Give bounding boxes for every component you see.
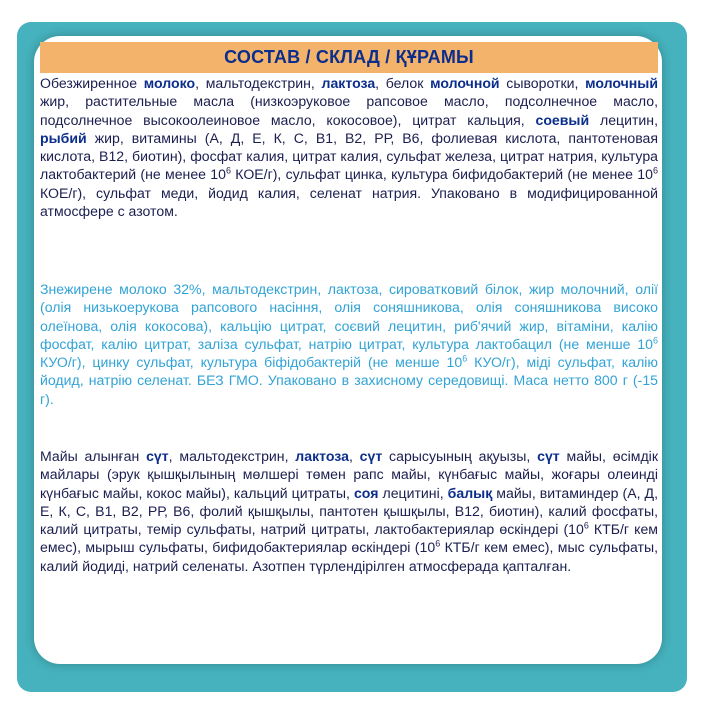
text-segment: КТБ/г кем емес), мырыш сульфаты, бифидобактериялар өскіндері (10 <box>40 521 658 556</box>
text-segment: КОЕ/г), сульфат цинка, культура бифидобактерий (не менее 10 <box>230 166 653 183</box>
text-segment: Обезжиренное <box>40 75 144 91</box>
superscript: 6 <box>435 538 441 549</box>
allergen-highlight: балық <box>447 484 493 501</box>
text-segment: сарысуының ақуызы, <box>382 448 538 464</box>
text-segment: майы, витаминдер (А, Д, Е, К, С, В1, В2, РР, В6, фолий қышқылы, пантотен қышқылы, В12, биотин), калий фосфаты, калий цитраты, темір сульфаты, натрий цитраты, лактобактериялар өскіндері (10 <box>40 484 659 538</box>
text-segment: КУО/г), цинку сульфат, культура біфідобактерій (не менше 10 <box>40 354 463 371</box>
text-segment: КТБ/г кем емес), мыс сульфаты, калий йодиді, натрий селенаты. Азотпен түрлендірілген атмосферада қапталған. <box>40 539 658 574</box>
superscript: 6 <box>225 165 231 176</box>
page-title: СОСТАВ / СКЛАД / ҚҰРАМЫ <box>224 47 474 67</box>
text-segment: майы, өсімдік майлары (эрук қышқылының мөлшері төмен рапс майы, күнбағыс майы, жоғары олеинді күнбағыс майы, кокос майы), кальций цитраты, <box>40 448 658 501</box>
ingredients-kazakh <box>40 447 658 575</box>
allergen-highlight: соя <box>353 484 379 501</box>
text-segment: жир, витамины (А, Д, Е, К, С, В1, В2, РР, В6, фолиевая кислота, пантотеновая кислота, В12, биотин), фосфат калия, цитрат калия, сульфат железа, цитрат натрия, культура лактобактерий (не менее 10 <box>40 129 658 183</box>
allergen-highlight: молочной <box>430 75 500 91</box>
text-segment: лецитин, <box>589 111 659 128</box>
allergen-highlight: рыбий <box>40 129 87 146</box>
allergen-highlight: молочный <box>585 75 658 91</box>
allergen-highlight: соевый <box>535 111 590 128</box>
text-segment: , белок <box>375 75 431 91</box>
text-segment: , мальтодекстрин, <box>168 448 296 464</box>
superscript: 6 <box>462 353 468 364</box>
text-segment: Знежирене молоко 32%, мальтодекстрин, лактоза, сироватковий білок, жир молочний, олії (олія низькоерукова рапсового насіння, олія соняшникова, олія соняшникова високо олеїнова, олія кокосова), кальцію цитрат, соєвий лецитин, риб'ячий жир, вітаміни, калію фосфат, калію цитрат, заліза сульфат, натрію цитрат, культура лактобацил (не менше 10 <box>40 281 658 352</box>
superscript: 6 <box>583 520 589 531</box>
text-segment: лецитині, <box>378 484 448 501</box>
text-segment: КУО/г), міді сульфат, калію йодид, натрію селенат. БЕЗ ГМО. Упаковано в захисному середовищі. Маса нетто 800 г (-15 г). <box>40 354 658 407</box>
ingredients-ukrainian <box>40 280 658 408</box>
text-segment: жир, растительные масла (низкоэруковое рапсовое масло, подсолнечное масло, подсолнечное высокоолеиновое масло, кокосовое), цитрат кальция, <box>40 93 658 128</box>
ingredients-russian <box>40 74 658 220</box>
text-segment: КОЕ/г), сульфат меди, йодид калия, селенат натрия. Упаковано в модифицированной атмосфере с азотом. <box>40 184 658 220</box>
allergen-highlight: молоко <box>143 75 196 91</box>
superscript: 6 <box>652 165 658 176</box>
text-segment: сыворотки, <box>499 75 586 91</box>
allergen-highlight: сүт <box>537 448 560 464</box>
allergen-highlight: сүт <box>359 448 383 464</box>
superscript: 6 <box>652 335 658 346</box>
text-segment: , <box>348 448 360 464</box>
allergen-highlight: лактоза <box>321 75 376 91</box>
allergen-highlight: лактоза <box>295 448 349 464</box>
allergen-highlight: сүт <box>146 448 169 464</box>
text-segment: , мальтодекстрин, <box>195 75 322 91</box>
text-segment: Майы алынған <box>40 448 147 464</box>
